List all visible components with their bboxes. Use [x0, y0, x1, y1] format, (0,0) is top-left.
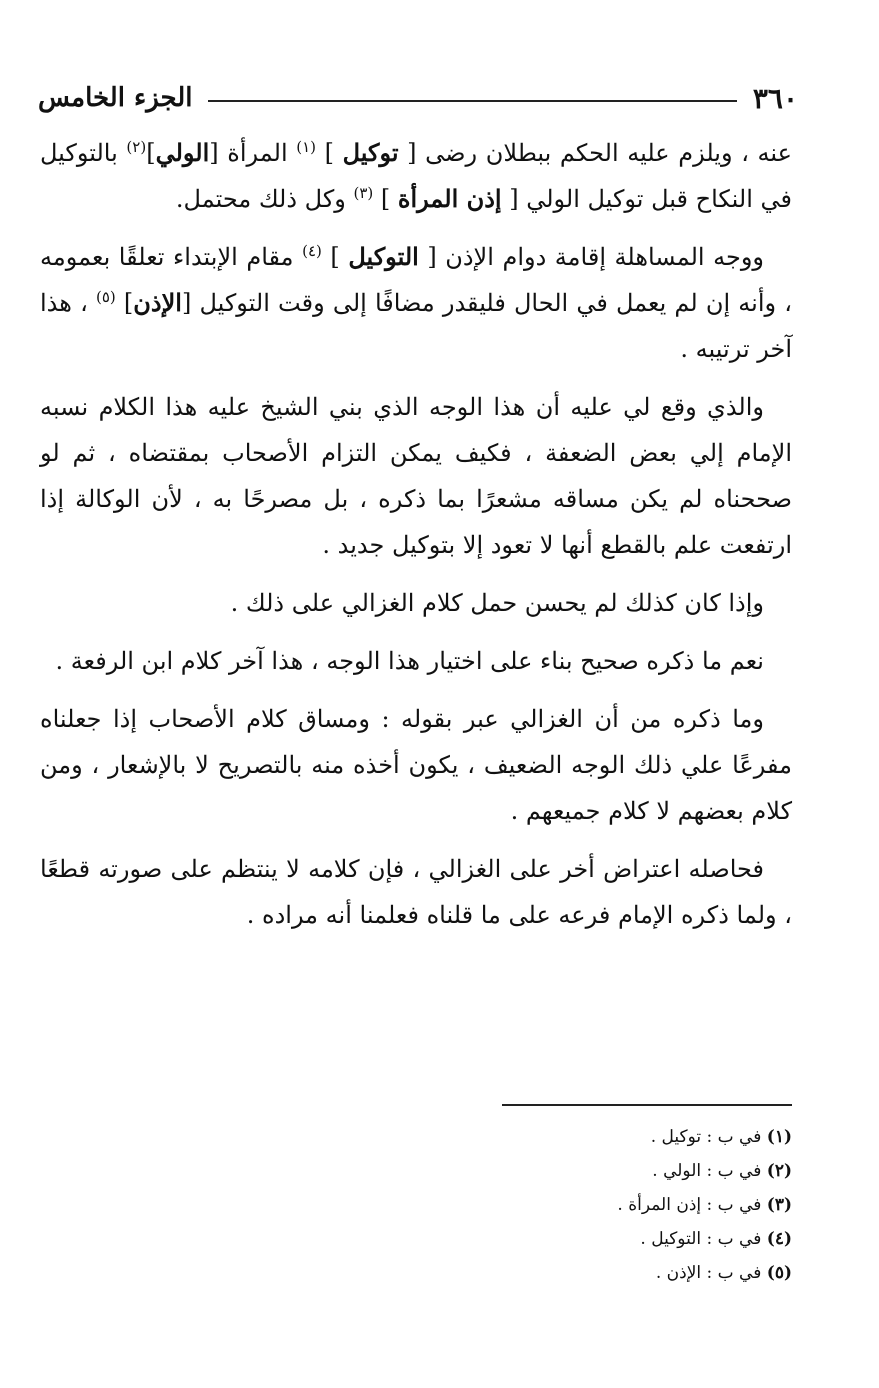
running-header — [38, 78, 798, 118]
emphasized-term: إذن المرأة — [397, 184, 502, 213]
volume-title: الجزء الخامس — [38, 83, 193, 113]
footnote-number: (٣) — [766, 1195, 792, 1215]
text-run: ، هذا آخر ترتيبه . — [40, 289, 792, 363]
paragraph-2 — [40, 234, 792, 372]
footnote-item — [420, 1154, 792, 1188]
paragraph-5: نعم ما ذكره صحيح بناء على اختيار هذا الوجه ، هذا آخر كلام ابن الرفعة . — [55, 647, 764, 675]
paragraph-4: وإذا كان كذلك لم يحسن حمل كلام الغزالي على ذلك . — [230, 589, 764, 617]
page-number: ٣٦٠ — [752, 81, 798, 115]
text-run: بالتوكيل في النكاح قبل توكيل الولي [ — [40, 139, 792, 213]
text-run: ] — [316, 139, 343, 167]
text-run: عنه ، ويلزم عليه الحكم ببطلان رضى [ — [398, 139, 792, 167]
footnote-item — [420, 1222, 792, 1256]
header-rule — [208, 100, 736, 102]
footnote-ref: (٤) — [302, 242, 322, 260]
text-run: ] — [321, 243, 349, 271]
text-run: ] — [373, 185, 398, 213]
footnote-text: في ب : إذن المرأة . — [617, 1195, 762, 1215]
footnote-number: (٥) — [766, 1263, 792, 1283]
footnotes — [420, 1120, 792, 1290]
footnote-ref: (٥) — [95, 288, 116, 306]
text-run: ] — [115, 289, 134, 317]
footnote-ref: (٣) — [353, 184, 374, 202]
footnote-text: في ب : توكيل . — [650, 1127, 762, 1147]
paragraph-3: والذي وقع لي عليه أن هذا الوجه الذي بني الشيخ عليه هذا الكلام نسبه الإمام إلي بعض الضعفة ، فكيف يمكن التزام الأصحاب بمقتضاه ، ثم لو صححناه لم يكن مساقه مشعرًا بما ذكره ، بل مصرحًا به ، لأن الوكالة إذا ارتفعت علم بالقطع أنها لا تعود إلا بتوكيل جديد . — [40, 393, 792, 559]
footnote-text: في ب : التوكيل . — [640, 1229, 762, 1249]
text-run: المرأة [ — [209, 139, 297, 167]
text-run: ووجه المساهلة إقامة دوام الإذن [ — [418, 243, 765, 271]
footnote-separator — [502, 1104, 792, 1106]
footnote-ref: (٢) — [126, 138, 147, 156]
emphasized-term: التوكيل — [348, 242, 419, 271]
text-run: مقام الإبتداء تعلقًا بعمومه ، وأنه إن لم يعمل في الحال فليقدر مضافًا إلى وقت التوكيل [ — [40, 243, 792, 317]
footnote-text: في ب : الإذن . — [655, 1263, 762, 1283]
emphasized-term: توكيل — [342, 138, 399, 167]
emphasized-term: الولي — [155, 138, 210, 167]
footnote-number: (٤) — [766, 1229, 792, 1249]
footnote-item — [420, 1120, 792, 1154]
footnote-item — [420, 1188, 792, 1222]
text-run: ] — [146, 139, 156, 167]
text-run: وكل ذلك محتمل. — [175, 185, 354, 213]
footnote-ref: (١) — [296, 138, 317, 156]
main-text — [40, 130, 792, 950]
paragraph-6: وما ذكره من أن الغزالي عبر بقوله : ومساق كلام الأصحاب إذا جعلناه مفرعًا علي ذلك الوجه الضعيف ، يكون أخذه منه بالتصريح لا بالإشعار ، ومن كلام بعضهم لا كلام جميعهم . — [40, 705, 792, 825]
paragraph-7: فحاصله اعتراض أخر على الغزالي ، فإن كلامه لا ينتظم على صورته قطعًا ، ولما ذكره الإمام فرعه على ما قلناه فعلمنا أنه مراده . — [40, 855, 792, 929]
footnote-item — [420, 1256, 792, 1290]
emphasized-term: الإذن — [133, 288, 182, 317]
paragraph-1 — [40, 130, 792, 222]
footnote-number: (٢) — [766, 1161, 792, 1181]
footnote-number: (١) — [766, 1127, 792, 1147]
footnote-text: في ب : الولي . — [652, 1161, 762, 1181]
